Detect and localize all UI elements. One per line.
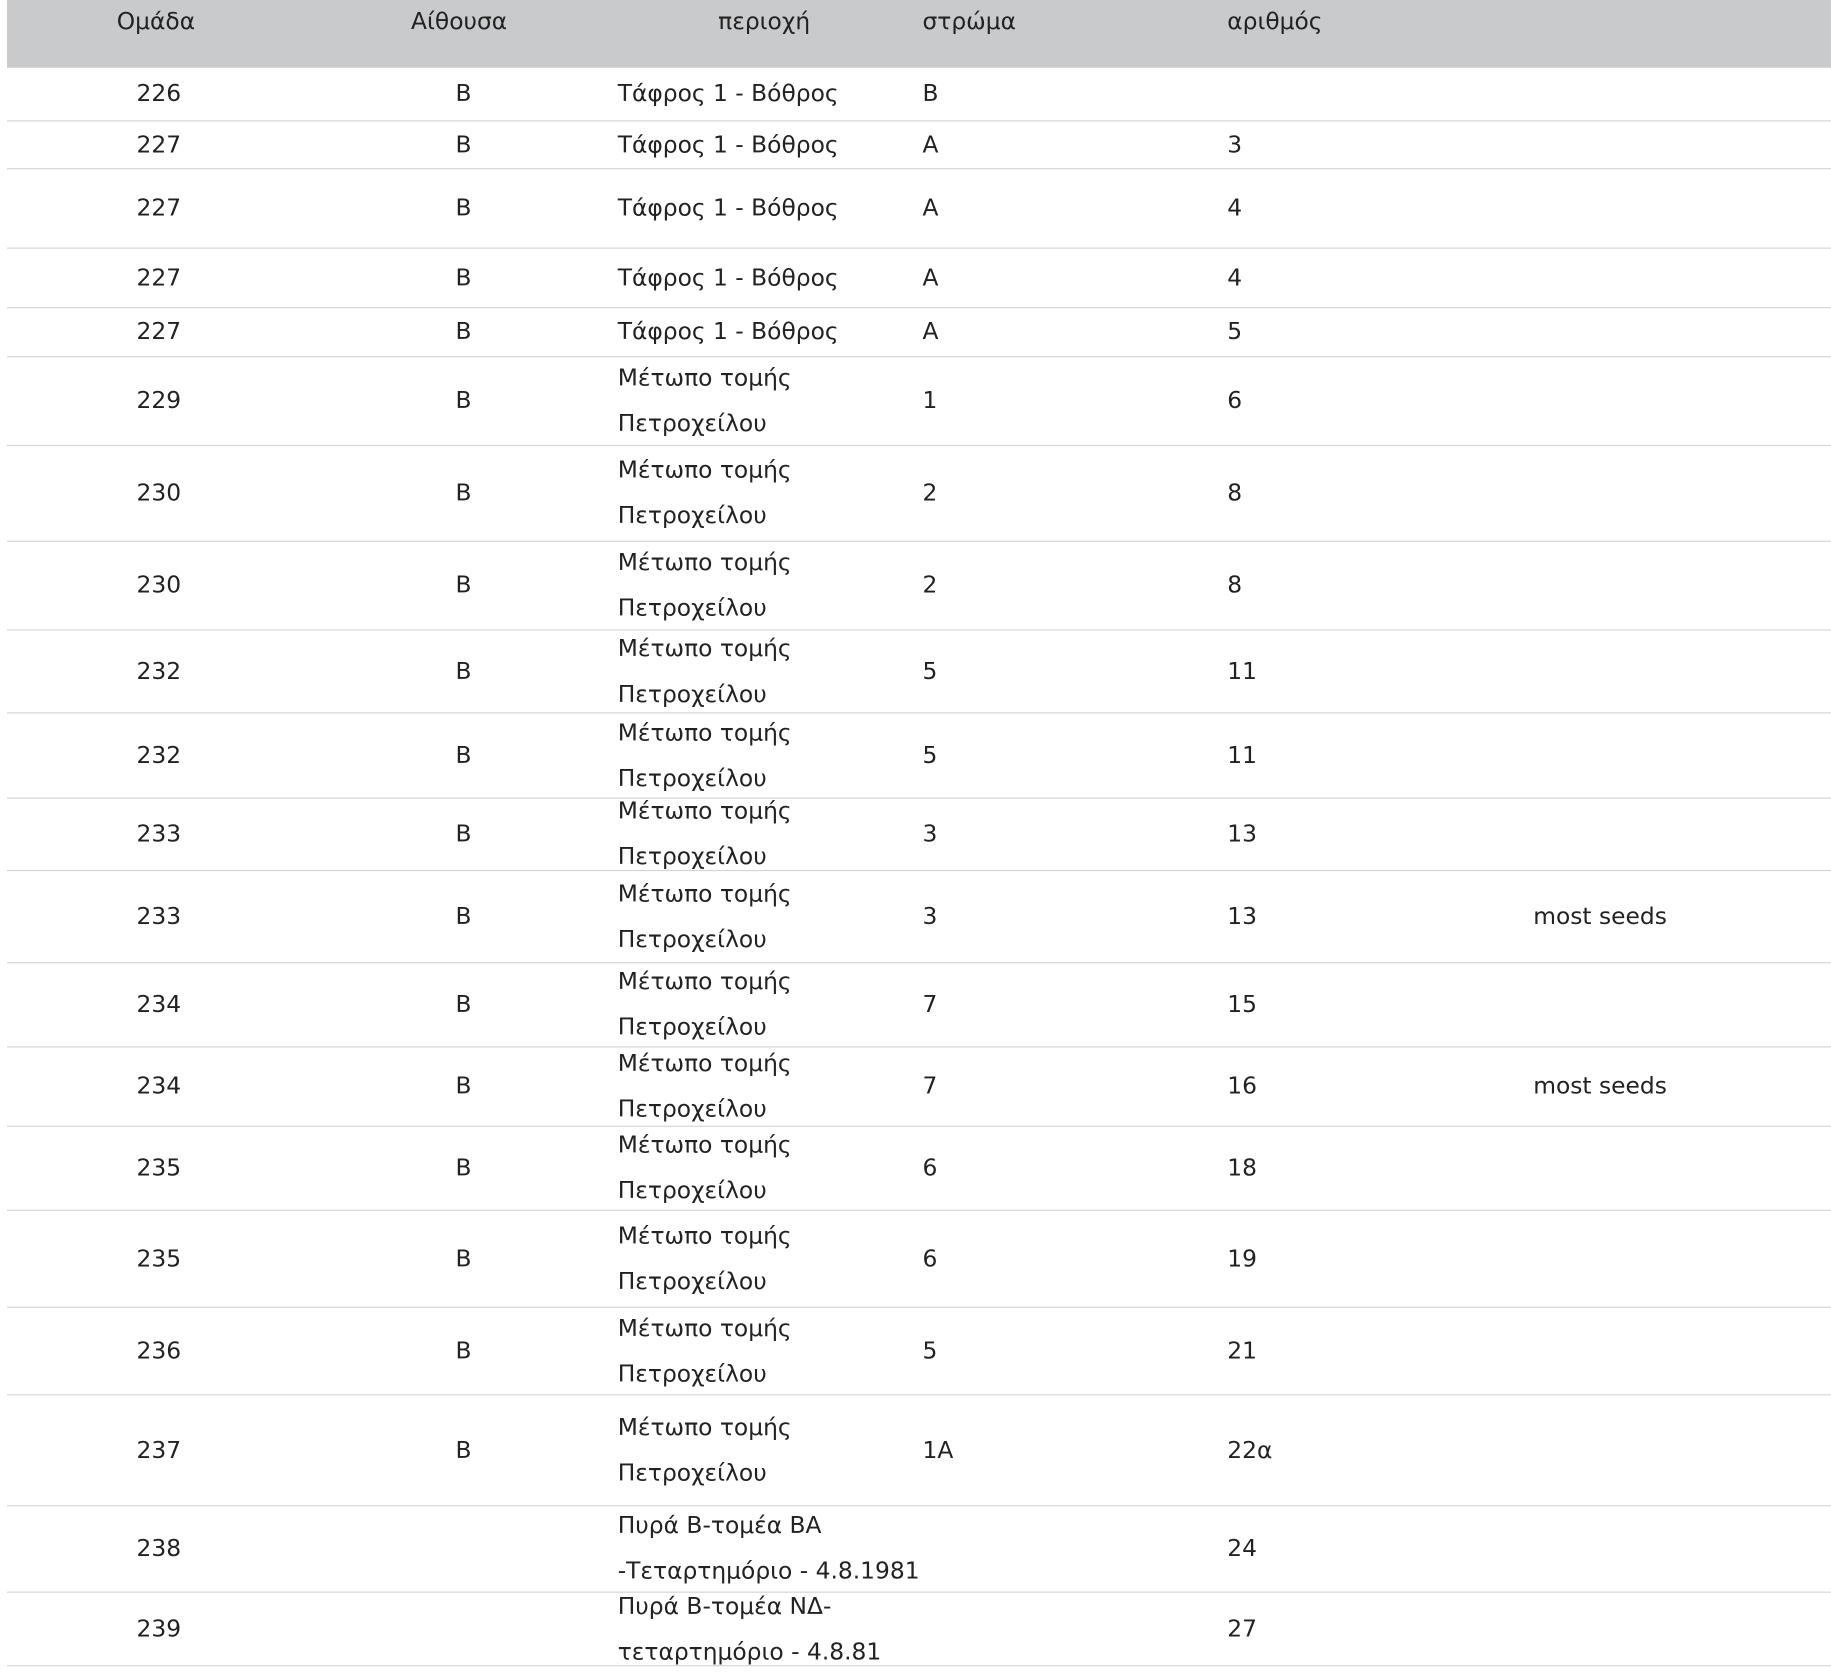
area-line: Πετροχείλου [617,1266,767,1295]
cell-room: Β [455,1153,472,1182]
cell-number: 13 [1227,819,1257,848]
area-line: Μέτωπο τομής [617,1412,792,1441]
cell-group: 233 [136,819,182,848]
cell-room: Β [455,193,472,222]
table-row [7,871,1831,963]
cell-number: 27 [1227,1614,1257,1643]
cell-area [618,1213,922,1304]
cell-room: Β [455,901,472,930]
area-line: Πετροχείλου [617,1458,767,1487]
table-row [7,249,1831,308]
area-line: Μέτωπο τομής [617,1048,792,1077]
cell-group: 227 [136,129,182,158]
area-line: τεταρτημόριο - 4.8.81 [617,1636,882,1665]
table-row [7,1127,1831,1210]
cell-area [618,788,922,879]
header-group: Ομάδα [116,7,196,36]
cell-group: 234 [136,1071,182,1100]
table-header [7,0,1831,68]
area-line: Τάφρος 1 - Βόθρος [617,193,839,222]
table-row [7,631,1831,713]
header-layer: στρώμα [922,7,1016,36]
cell-layer: Α [922,263,939,292]
area-line: Μέτωπο τομής [617,967,792,996]
cell-area [618,959,922,1050]
cell-layer: 3 [922,901,938,930]
area-line: Μέτωπο τομής [617,717,792,746]
cell-number: 24 [1227,1534,1257,1563]
area-line: Μέτωπο τομής [617,547,792,576]
cell-group: 226 [136,79,182,108]
cell-number: 22α [1227,1435,1273,1464]
cell-room: Β [455,1243,472,1272]
cell-layer: 3 [922,819,938,848]
cell-layer: Β [922,79,939,108]
cell-number: 21 [1227,1336,1257,1365]
cell-number: 3 [1227,129,1243,158]
cell-layer: 7 [922,1071,938,1100]
cell-area [618,1122,922,1213]
cell-room: Β [455,989,472,1018]
cell-number: 8 [1227,478,1243,507]
cell-room: Β [455,570,472,599]
cell-area [618,309,922,355]
area-line: Μέτωπο τομής [617,455,792,484]
area-line: Τάφρος 1 - Βόθρος [617,129,839,158]
cell-group: 239 [136,1614,182,1643]
cell-area [618,448,922,539]
cell-layer: Α [922,317,939,346]
table-row [7,68,1831,121]
cell-number: 4 [1227,263,1243,292]
header-number: αριθμός [1227,7,1323,36]
cell-room: Β [455,1336,472,1365]
header-area: περιοχή [718,7,811,36]
cell-area [618,1305,922,1396]
cell-layer: 5 [922,656,938,685]
cell-note: most seeds [1533,901,1667,930]
cell-layer: 2 [922,478,938,507]
cell-room: Β [455,1435,472,1464]
cell-group: 233 [136,901,182,930]
cell-group: 235 [136,1243,182,1272]
table-row [7,1593,1831,1666]
area-line: Πετροχείλου [617,1094,767,1123]
cell-area [618,255,922,301]
table-row [7,121,1831,168]
cell-group: 235 [136,1153,182,1182]
cell-area [618,871,922,962]
area-line: Πετροχείλου [617,1176,767,1205]
cell-layer: 1Α [922,1435,954,1464]
cell-room: Β [455,1071,472,1100]
area-line: -Τεταρτημόριο - 4.8.1981 [617,1556,920,1585]
cell-group: 236 [136,1336,182,1365]
area-line: Πετροχείλου [617,763,767,792]
area-line: Πετροχείλου [617,501,767,530]
cell-room: Β [455,263,472,292]
cell-number: 5 [1227,317,1243,346]
cell-area [618,540,922,631]
area-line: Μέτωπο τομής [617,1313,792,1342]
cell-group: 229 [136,386,182,415]
cell-group: 232 [136,656,182,685]
cell-number: 19 [1227,1243,1257,1272]
table-row [7,357,1831,445]
cell-layer: Α [922,129,939,158]
cell-area [618,710,922,801]
table-row [7,1395,1831,1505]
cell-group: 230 [136,570,182,599]
cell-number: 15 [1227,989,1257,1018]
cell-group: 237 [136,1435,182,1464]
area-line: Τάφρος 1 - Βόθρος [617,317,839,346]
table-row [7,1308,1831,1395]
cell-area [618,71,922,117]
area-line: Τάφρος 1 - Βόθρος [617,263,839,292]
cell-room: Β [455,478,472,507]
cell-room: Β [455,740,472,769]
cell-number: 18 [1227,1153,1257,1182]
area-line: Πετροχείλου [617,1012,767,1041]
table-row [7,713,1831,798]
table-row [7,963,1831,1046]
cell-layer: Α [922,193,939,222]
cell-area [618,626,922,717]
table-row [7,308,1831,356]
table-row [7,542,1831,630]
cell-room: Β [455,386,472,415]
cell-layer: 5 [922,740,938,769]
area-line: Πετροχείλου [617,924,767,953]
cell-number: 11 [1227,740,1257,769]
cell-layer: 7 [922,989,938,1018]
area-line: Πυρά Β-τομέα ΒΑ [617,1511,822,1540]
area-line: Μέτωπο τομής [617,633,792,662]
cell-number: 13 [1227,901,1257,930]
cell-group: 227 [136,263,182,292]
cell-number: 11 [1227,656,1257,685]
cell-area [618,1041,922,1132]
cell-group: 227 [136,193,182,222]
table-row [7,1211,1831,1307]
area-line: Πυρά Β-τομέα ΝΔ- [617,1591,832,1620]
area-line: Μέτωπο τομής [617,1221,792,1250]
cell-group: 238 [136,1534,182,1563]
header-room: Αίθουσα [411,7,508,36]
cell-group: 234 [136,989,182,1018]
cell-area [618,1503,922,1594]
cell-room: Β [455,129,472,158]
area-line: Πετροχείλου [617,679,767,708]
cell-number: 8 [1227,570,1243,599]
area-line: Μέτωπο τομής [617,796,792,825]
table-row [7,796,1831,871]
cell-room: Β [455,79,472,108]
cell-layer: 5 [922,1336,938,1365]
table-row [7,1506,1831,1592]
area-line: Πετροχείλου [617,842,767,871]
area-line: Πετροχείλου [617,593,767,622]
table-row [7,446,1831,541]
area-line: Τάφρος 1 - Βόθρος [617,79,839,108]
cell-area [618,1404,922,1495]
cell-layer: 6 [922,1243,938,1272]
cell-number: 4 [1227,193,1243,222]
cell-room: Β [455,317,472,346]
cell-layer: 1 [922,386,938,415]
cell-layer: 2 [922,570,938,599]
area-line: Μέτωπο τομής [617,1130,792,1159]
cell-area [618,185,922,231]
cell-area [618,1583,922,1674]
cell-group: 227 [136,317,182,346]
cell-room: Β [455,656,472,685]
cell-layer: 6 [922,1153,938,1182]
cell-room: Β [455,819,472,848]
area-line: Μέτωπο τομής [617,878,792,908]
cell-area [618,122,922,168]
cell-area [618,355,922,446]
area-line: Μέτωπο τομής [617,363,792,392]
cell-group: 232 [136,740,182,769]
area-line: Πετροχείλου [617,1358,767,1387]
table-row [7,169,1831,248]
cell-number: 6 [1227,386,1243,415]
table-row [7,1047,1831,1126]
area-line: Πετροχείλου [617,408,767,438]
cell-number: 16 [1227,1071,1257,1100]
cell-group: 230 [136,478,182,507]
cell-note: most seeds [1533,1071,1667,1100]
